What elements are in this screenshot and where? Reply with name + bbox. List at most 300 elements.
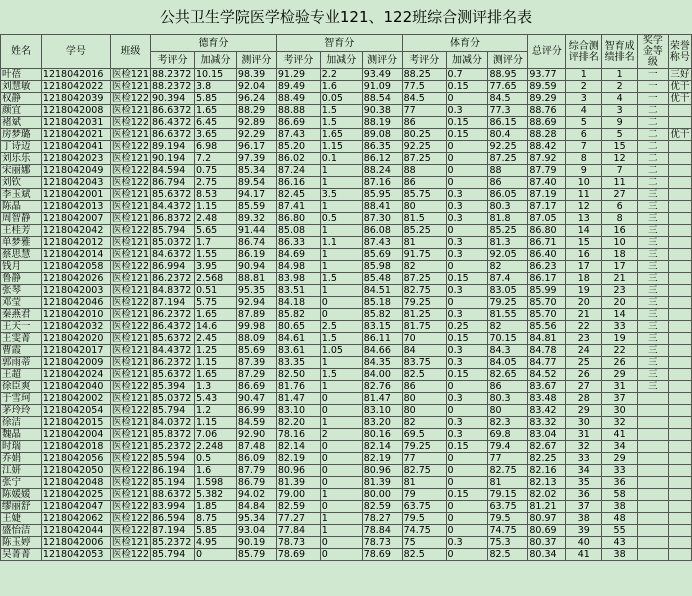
table-cell: 83.04	[528, 429, 566, 441]
table-cell: 99.98	[236, 321, 276, 333]
table-cell: 1.3	[195, 381, 237, 393]
header-name: 姓名	[1, 35, 42, 69]
table-cell: 16	[566, 249, 602, 261]
table-cell: 二	[638, 105, 669, 117]
table-cell: 李玉斌	[1, 189, 42, 201]
table-cell: 85.98	[362, 261, 402, 273]
table-cell: 3	[602, 105, 638, 117]
table-cell: 84.98	[276, 261, 320, 273]
table-cell: 陈媛媛	[1, 489, 42, 501]
table-row	[1, 201, 692, 213]
table-cell	[638, 465, 669, 477]
table-cell: 三	[638, 201, 669, 213]
header-scholarship: 奖学金等级	[638, 35, 669, 69]
table-cell: 1218042041	[41, 141, 110, 153]
table-cell: 86.794	[151, 177, 195, 189]
table-cell	[668, 309, 691, 321]
table-cell: 0	[320, 465, 362, 477]
table-cell: 87.48	[236, 441, 276, 453]
table-cell: 80.00	[362, 489, 402, 501]
table-cell: 0	[446, 141, 488, 153]
table-cell: 87.79	[236, 465, 276, 477]
table-cell: 三	[638, 285, 669, 297]
table-cell: 15	[602, 141, 638, 153]
table-cell: 86.08	[362, 225, 402, 237]
table-cell: 1	[320, 165, 362, 177]
table-cell: 79.25	[488, 297, 528, 309]
table-cell: 88.88	[276, 105, 320, 117]
table-cell: 83.05	[488, 285, 528, 297]
table-cell: 84.59	[236, 417, 276, 429]
table-cell: 86.4372	[151, 117, 195, 129]
table-cell: 医检122	[111, 177, 150, 188]
table-cell: 79.5	[402, 513, 446, 525]
table-cell: 医检121	[111, 357, 150, 368]
table-cell: 1.1	[320, 237, 362, 249]
subheader-intellect-score: 测评分	[362, 52, 402, 69]
table-cell: 80.69	[528, 525, 566, 537]
table-cell: 85.69	[236, 345, 276, 357]
table-cell	[668, 285, 691, 297]
table-cell: 21	[602, 273, 638, 285]
table-cell: 0	[446, 177, 488, 189]
table-row	[1, 129, 692, 141]
table-cell: 90.194	[151, 153, 195, 165]
table-cell: 0.3	[446, 249, 488, 261]
table-cell: 20	[602, 297, 638, 309]
table-cell: 三	[638, 249, 669, 261]
table-cell: 0.3	[446, 345, 488, 357]
table-cell	[668, 165, 691, 177]
table-cell: 30	[566, 417, 602, 429]
table-cell: 王桂芳	[1, 225, 42, 237]
table-cell	[638, 489, 669, 501]
table-cell: 86.16	[276, 177, 320, 189]
table-cell: 1	[320, 381, 362, 393]
table-title: 公共卫生学院医学检验专业121、122班综合测评排名表	[159, 8, 533, 26]
table-cell: 85.794	[151, 549, 195, 561]
table-cell: 41	[602, 429, 638, 441]
table-cell	[668, 213, 691, 225]
table-cell: 82	[402, 261, 446, 273]
table-cell: 77.65	[488, 81, 528, 93]
table-cell	[668, 525, 691, 537]
table-cell: 0.15	[446, 81, 488, 93]
table-cell: 医检121	[111, 489, 150, 500]
table-cell: 22	[566, 321, 602, 333]
table-cell: 8.53	[195, 189, 237, 201]
table-cell: 89.08	[362, 129, 402, 141]
table-cell: 三好	[668, 69, 691, 81]
table-cell: 优干	[668, 93, 691, 105]
table-cell: 2.5	[320, 321, 362, 333]
table-cell: 1218042024	[41, 369, 110, 381]
table-cell: 84.5	[488, 93, 528, 105]
table-cell: 88.2372	[151, 69, 195, 81]
table-cell: 84.594	[151, 165, 195, 177]
table-cell	[638, 525, 669, 537]
table-cell: 85.59	[236, 201, 276, 213]
table-cell: 医检122	[111, 225, 150, 236]
table-cell: 92.05	[488, 249, 528, 261]
table-cell: 1218042020	[41, 333, 110, 345]
table-cell: 86.99	[236, 405, 276, 417]
table-cell: 0.7	[446, 69, 488, 81]
table-cell: 77.3	[488, 105, 528, 117]
table-cell: 1.65	[195, 309, 237, 321]
table-cell: 17	[566, 261, 602, 273]
table-cell: 87.05	[528, 213, 566, 225]
table-cell: 84.05	[488, 357, 528, 369]
table-cell: 8	[602, 213, 638, 225]
table-cell: 1218042006	[41, 537, 110, 549]
table-cell: 79	[402, 489, 446, 501]
table-cell: 82.5	[402, 549, 446, 561]
table-cell: 0	[320, 537, 362, 549]
table-cell: 1218042016	[41, 69, 110, 81]
table-cell: 0	[320, 453, 362, 465]
table-cell: 时瑞	[1, 441, 42, 453]
table-cell: 32	[602, 417, 638, 429]
table-cell: 郭雨蒂	[1, 357, 42, 369]
table-cell: 1.15	[195, 357, 237, 369]
table-cell: 2.48	[195, 213, 237, 225]
table-cell: 0.15	[446, 369, 488, 381]
table-cell: 74.75	[488, 525, 528, 537]
table-cell: 87.24	[276, 165, 320, 177]
table-cell	[668, 513, 691, 525]
table-cell: 徐臣爽	[1, 381, 42, 393]
table-cell: 0.3	[446, 357, 488, 369]
table-cell: 7	[566, 141, 602, 153]
table-cell: 二	[638, 141, 669, 153]
table-cell: 医检122	[111, 477, 150, 488]
table-cell: 86	[402, 177, 446, 189]
table-cell: 1218042002	[41, 393, 110, 405]
table-cell: 6	[566, 129, 602, 141]
table-cell: 82.5	[488, 549, 528, 561]
table-cell: 80.96	[362, 465, 402, 477]
table-cell: 二	[638, 129, 669, 141]
table-cell: 86	[488, 177, 528, 189]
table-cell	[668, 153, 691, 165]
table-cell: 1218042022	[41, 81, 110, 93]
table-cell: 0	[446, 153, 488, 165]
table-cell: 26	[566, 369, 602, 381]
table-cell: 周智静	[1, 213, 42, 225]
table-cell: 0	[320, 441, 362, 453]
table-cell: 86.6372	[151, 129, 195, 141]
table-cell: 81	[488, 477, 528, 489]
table-row	[1, 321, 692, 333]
table-cell: 90.38	[362, 105, 402, 117]
table-cell: 1.7	[195, 237, 237, 249]
table-cell: 1.5	[320, 105, 362, 117]
table-cell	[668, 273, 691, 285]
table-cell: 82.20	[276, 417, 320, 429]
table-cell: 医检122	[111, 465, 150, 476]
table-cell	[668, 501, 691, 513]
table-cell: 87.16	[362, 177, 402, 189]
table-cell: 1.5	[320, 333, 362, 345]
table-cell: 1	[320, 513, 362, 525]
table-cell: 吴菁菁	[1, 549, 42, 561]
table-body	[1, 69, 692, 561]
table-cell: 40	[566, 537, 602, 549]
table-cell	[668, 177, 691, 189]
table-cell: 医检121	[111, 333, 150, 344]
table-cell: 14	[566, 225, 602, 237]
table-row	[1, 69, 692, 81]
table-cell: 2.248	[195, 441, 237, 453]
table-cell: 83.48	[528, 393, 566, 405]
table-cell: 85.18	[362, 297, 402, 309]
table-cell: 84.52	[528, 369, 566, 381]
table-cell: 1218042054	[41, 405, 110, 417]
table-cell: 20	[566, 297, 602, 309]
table-cell: 84.81	[528, 333, 566, 345]
table-cell: 医检121	[111, 189, 150, 200]
table-cell: 78.16	[276, 429, 320, 441]
table-cell: 1218042039	[41, 93, 110, 105]
table-cell: 87.29	[236, 369, 276, 381]
table-cell: 0	[320, 309, 362, 321]
table-cell: 19	[566, 285, 602, 297]
table-cell: 82	[488, 261, 528, 273]
table-cell: 79.00	[276, 489, 320, 501]
table-row	[1, 345, 692, 357]
table-cell: 86	[402, 117, 446, 129]
table-cell: 84	[402, 345, 446, 357]
table-cell: 85.82	[362, 309, 402, 321]
table-cell: 三	[638, 237, 669, 249]
table-cell: 12	[566, 201, 602, 213]
table-cell: 1.05	[320, 345, 362, 357]
table-cell	[668, 441, 691, 453]
table-cell: 88.2372	[151, 81, 195, 93]
table-cell: 87.43	[276, 129, 320, 141]
table-cell: 1	[320, 261, 362, 273]
table-cell: 90.394	[151, 93, 195, 105]
table-cell: 79.4	[488, 441, 528, 453]
table-cell: 1218042003	[41, 285, 110, 297]
table-cell: 0	[320, 477, 362, 489]
table-row	[1, 249, 692, 261]
table-row	[1, 297, 692, 309]
table-cell: 91.75	[402, 249, 446, 261]
table-cell	[638, 441, 669, 453]
table-cell: 医检122	[111, 453, 150, 464]
table-cell	[638, 417, 669, 429]
table-cell: 8	[566, 153, 602, 165]
table-cell	[668, 465, 691, 477]
table-cell: 医检122	[111, 501, 150, 512]
table-cell: 医检121	[111, 129, 150, 140]
table-cell: 84.4372	[151, 201, 195, 213]
table-cell: 91.09	[362, 81, 402, 93]
table-cell: 98.39	[236, 69, 276, 81]
table-cell: 医检121	[111, 273, 150, 284]
table-cell: 80	[402, 405, 446, 417]
table-cell: 医检122	[111, 141, 150, 152]
table-cell: 84.69	[276, 249, 320, 261]
table-cell: 63.75	[488, 501, 528, 513]
table-cell: 张琴	[1, 285, 42, 297]
table-row	[1, 273, 692, 285]
table-cell: 83.51	[276, 285, 320, 297]
table-cell: 优干	[668, 81, 691, 93]
table-cell: 94.02	[236, 489, 276, 501]
table-cell: 85.56	[528, 321, 566, 333]
table-cell: 29	[566, 405, 602, 417]
table-cell: 医检122	[111, 165, 150, 176]
table-cell: 70.15	[488, 333, 528, 345]
table-cell: 82.67	[528, 441, 566, 453]
table-cell: 18	[602, 249, 638, 261]
table-cell: 37	[566, 501, 602, 513]
table-cell: 医检121	[111, 153, 150, 164]
table-cell: 3.5	[320, 189, 362, 201]
table-row	[1, 189, 692, 201]
table-cell: 83.42	[528, 405, 566, 417]
table-cell: 35	[566, 477, 602, 489]
table-cell	[668, 261, 691, 273]
table-cell: 85.0372	[151, 393, 195, 405]
table-cell: 88.69	[528, 117, 566, 129]
table-cell: 92.90	[236, 429, 276, 441]
table-cell: 0.3	[446, 429, 488, 441]
table-cell: 48	[602, 513, 638, 525]
table-cell: 84.35	[362, 357, 402, 369]
table-cell: 0	[446, 525, 488, 537]
subheader-intellect-bonus: 加减分	[320, 52, 362, 69]
table-cell: 85.70	[528, 297, 566, 309]
table-cell: 1218042001	[41, 189, 110, 201]
table-cell: 87.4	[488, 273, 528, 285]
table-row	[1, 153, 692, 165]
table-cell: 4	[602, 93, 638, 105]
table-cell: 89.49	[276, 81, 320, 93]
table-cell: 83.61	[276, 345, 320, 357]
table-cell: 81.21	[528, 501, 566, 513]
table-cell: 26	[602, 357, 638, 369]
table-cell: 张宁	[1, 477, 42, 489]
table-cell: 0.5	[320, 213, 362, 225]
table-cell: 医检122	[111, 513, 150, 524]
table-cell: 87.25	[488, 153, 528, 165]
table-cell: 于雪珂	[1, 393, 42, 405]
table-cell: 1218042047	[41, 501, 110, 513]
table-cell: 1	[320, 177, 362, 189]
table-cell	[638, 513, 669, 525]
table-cell: 0	[446, 261, 488, 273]
table-cell: 王天一	[1, 321, 42, 333]
table-cell: 77.84	[276, 525, 320, 537]
table-cell: 1218042013	[41, 201, 110, 213]
table-cell: 医检121	[111, 429, 150, 440]
table-cell: 二	[638, 117, 669, 129]
table-cell: 78.73	[362, 537, 402, 549]
table-cell	[638, 501, 669, 513]
table-cell: 医检121	[111, 441, 150, 452]
table-cell: 1218042012	[41, 237, 110, 249]
table-cell: 三	[638, 189, 669, 201]
table-cell: 乔娟	[1, 453, 42, 465]
table-cell: 81.39	[362, 477, 402, 489]
table-cell: 陈玉婷	[1, 537, 42, 549]
table-cell: 69.5	[402, 429, 446, 441]
table-cell: 江妍	[1, 465, 42, 477]
table-cell	[668, 345, 691, 357]
table-cell: 80.37	[528, 537, 566, 549]
table-row	[1, 177, 692, 189]
table-cell: 29	[602, 453, 638, 465]
table-cell: 38	[602, 549, 638, 561]
table-cell: 80	[402, 393, 446, 405]
table-cell: 80.65	[276, 321, 320, 333]
table-cell: 1218042040	[41, 381, 110, 393]
table-cell: 84.0372	[151, 417, 195, 429]
table-cell: 87.40	[528, 177, 566, 189]
header-class: 班级	[110, 35, 150, 69]
table-cell: 88.29	[236, 105, 276, 117]
table-cell: 7	[602, 165, 638, 177]
table-row	[1, 141, 692, 153]
table-cell: 11	[566, 189, 602, 201]
table-cell: 81.47	[362, 393, 402, 405]
table-cell: 1.65	[320, 129, 362, 141]
table-row	[1, 261, 692, 273]
table-cell: 17	[602, 261, 638, 273]
table-cell: 邓莹	[1, 297, 42, 309]
table-cell: 83.10	[276, 405, 320, 417]
table-cell: 96.17	[236, 141, 276, 153]
table-cell: 0	[446, 549, 488, 561]
table-cell: 84.18	[276, 297, 320, 309]
table-cell: 1218042007	[41, 213, 110, 225]
table-cell: 43	[602, 537, 638, 549]
table-cell: 84.4372	[151, 345, 195, 357]
table-cell: 88	[488, 165, 528, 177]
table-cell: 权静	[1, 93, 42, 105]
table-cell: 80	[402, 201, 446, 213]
table-row	[1, 549, 692, 561]
table-cell: 茅玲玲	[1, 405, 42, 417]
table-cell: 38	[602, 501, 638, 513]
table-cell: 1.5	[320, 117, 362, 129]
table-cell: 医检121	[111, 201, 150, 212]
table-cell: 一	[638, 81, 669, 93]
table-cell: 82.59	[362, 501, 402, 513]
table-cell: 88.6372	[151, 489, 195, 501]
table-cell: 85.82	[276, 309, 320, 321]
table-cell: 0	[446, 513, 488, 525]
table-cell: 6.98	[195, 141, 237, 153]
table-cell: 19	[602, 333, 638, 345]
table-cell: 3.8	[195, 81, 237, 93]
table-cell: 82.25	[528, 453, 566, 465]
table-cell: 80.34	[528, 549, 566, 561]
table-cell: 33	[602, 321, 638, 333]
table-cell: 1	[566, 69, 602, 81]
table-row	[1, 441, 692, 453]
table-cell: 87.194	[151, 297, 195, 309]
table-cell: 36	[566, 489, 602, 501]
table-cell: 86.79	[236, 477, 276, 489]
table-cell: 5.65	[195, 225, 237, 237]
table-cell: 三	[638, 297, 669, 309]
table-cell: 三	[638, 321, 669, 333]
